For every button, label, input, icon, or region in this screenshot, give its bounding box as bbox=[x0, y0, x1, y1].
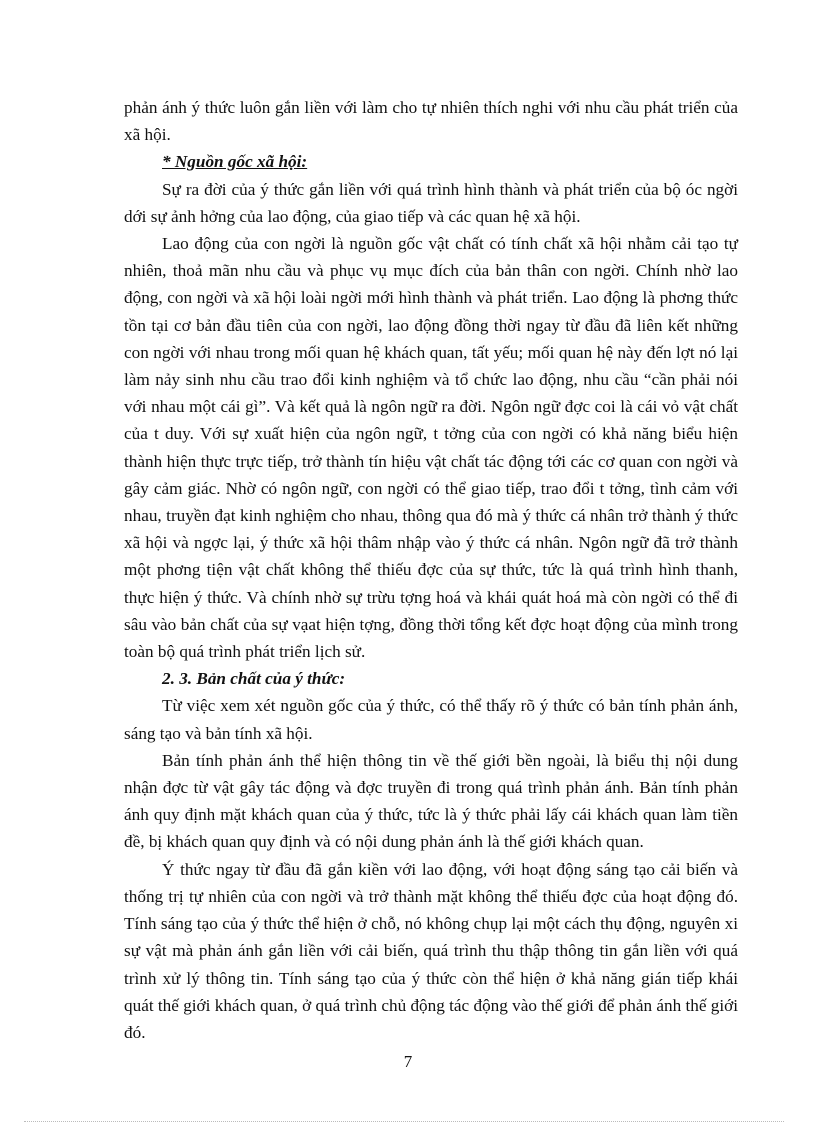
paragraph-continuation: phản ánh ý thức luôn gắn liền với làm cho tự nhiên thích nghi với nhu cầu phát triển của xã hội. bbox=[124, 98, 738, 145]
document-page bbox=[124, 94, 738, 1046]
heading-nature-of-consciousness: 2. 3. Bản chất của ý thức: bbox=[162, 669, 346, 689]
heading-social-origin: * Nguồn gốc xã hội: bbox=[162, 152, 308, 172]
paragraph-labor-and-language: Lao động của con ngời là nguồn gốc vật chất có tính chất xã hội nhằm cải tạo tự nhiên, thoả mãn nhu cầu và phục vụ mục đích của bản thân con ngời. Chính nhờ lao động, con ngời và xã hội loài ngời mới hình thành và phát triển. Lao động là phơng thức tồn tại cơ bản đầu tiên của con ngời, lao động đồng thời ngay từ đầu đã liên kết những con ngời với nhau trong mối quan hệ khách quan, tất yếu; mối quan hệ này đến lợt nó lại làm nảy sinh nhu cầu trao đổi kinh nghiệm và tổ chức lao động, nhu cầu “cần phải nói với nhau một cái gì”. Và kết quả là ngôn ngữ ra đời. Ngôn ngữ đợc coi là cái vỏ vật chất của t duy. Với sự xuất hiện của ngôn ngữ, t tởng của con ngời có khả năng biểu hiện thành hiện thực trực tiếp, trở thành tín hiệu vật chất tác động tới các cơ quan con ngời và gây cảm giác. Nhờ có ngôn ngữ, con ngời có thể giao tiếp, trao đổi t tởng, tình cảm với nhau, truyền đạt kinh nghiệm cho nhau, thông qua đó mà ý thức cá nhân trở thành ý thức xã hội và ngợc lại, ý thức xã hội thâm nhập vào ý thức cá nhân. Ngôn ngữ đã trở thành một phơng tiện vật chất không thể thiếu đợc của sự thức, tức là quá trình hình thanh, thực hiện ý thức. Và chính nhờ sự trừu tợng hoá và khái quát hoá mà còn ngời có thể đi sâu vào bản chất của sự vạat hiện tợng, đồng thời tổng kết đợc hoạt động của mình trong toàn bộ quá trình phát triển lịch sử. bbox=[124, 234, 738, 662]
paragraph-reflective-nature: Bản tính phản ánh thể hiện thông tin về thế giới bền ngoài, là biểu thị nội dung nhận đợc từ vật gây tác động và đợc truyền đi trong quá trình phản ánh. Bản tính phản ánh quy định mặt khách quan của ý thức, tức là ý thức phải lấy cái khách quan làm tiền đề, bị khách quan quy định và có nội dung phản ánh là thế giới khách quan. bbox=[124, 750, 738, 852]
page-number: 7 bbox=[403, 1052, 413, 1071]
footer-divider bbox=[24, 1121, 784, 1122]
paragraph-origin-of-consciousness: Sự ra đời của ý thức gắn liền với quá trình hình thành và phát triển của bộ óc ngời dới sự ảnh hởng của lao động, của giao tiếp và các quan hệ xã hội. bbox=[124, 179, 738, 226]
paragraph-creative-nature: Ý thức ngay từ đầu đã gắn kiền với lao động, với hoạt động sáng tạo cải biến và thống trị tự nhiên của con ngời và trở thành mặt không thể thiếu đợc của hoạt động đó. Tính sáng tạo của ý thức thể hiện ở chỗ, nó không chụp lại một cách thụ động, nguyên xi sự vật mà phản ánh gắn liền với cải biến, quá trình thu thập thông tin gắn liền với quá trình xử lý thông tin. Tính sáng tạo của ý thức còn thể hiện ở khả năng gián tiếp khái quát thế giới khách quan, ở quá trình chủ động tác động vào thế giới để phản ánh thế giới đó. bbox=[124, 859, 738, 1042]
paragraph-nature-intro: Từ việc xem xét nguồn gốc của ý thức, có thể thấy rõ ý thức có bản tính phản ánh, sáng tạo và bản tính xã hội. bbox=[124, 696, 738, 743]
